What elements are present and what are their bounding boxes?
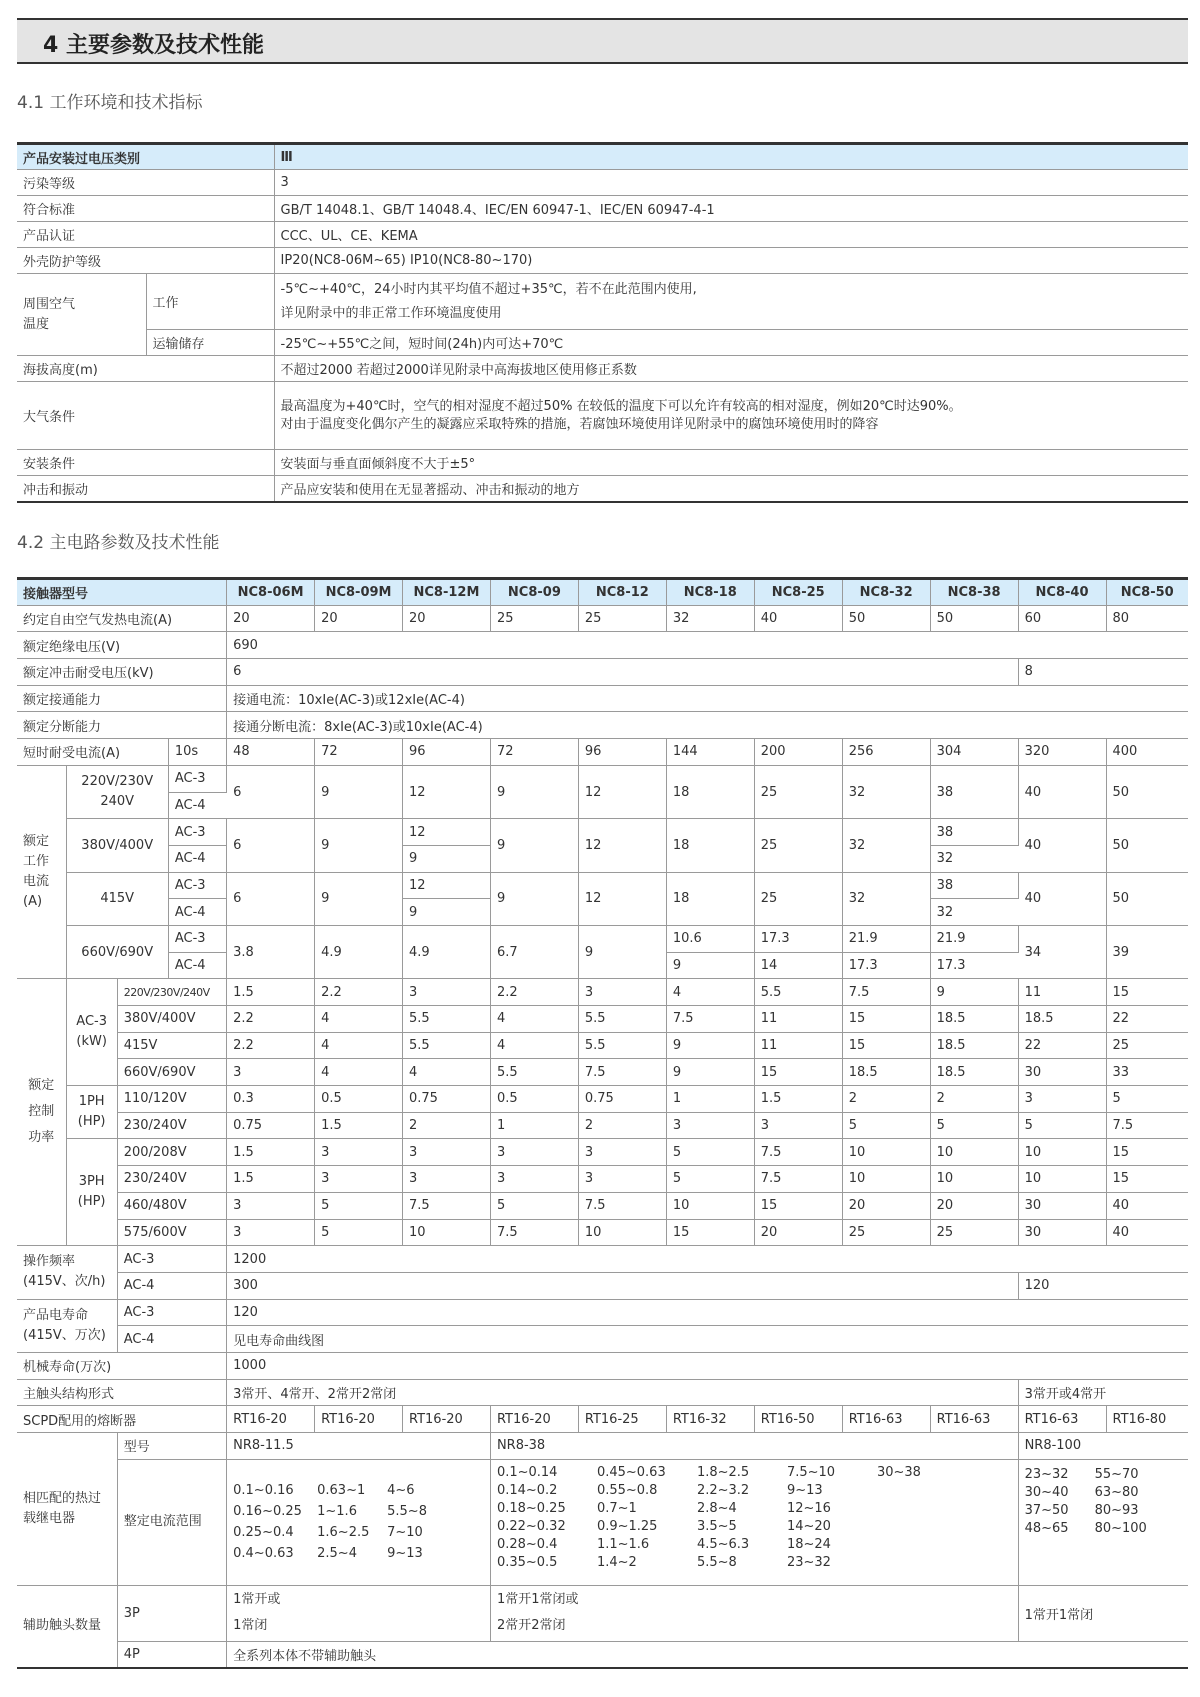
table-row: 660V/690V AC-3 3.8 4.9 4.9 6.7 9 10.6 17.3 21.9 21.9 34 39 — [17, 925, 1188, 952]
main-circuit-table-body — [17, 579, 1188, 1668]
table-row: 约定自由空气发热电流(A) 20 20 20 25 25 32 40 50 50 60 80 — [17, 605, 1188, 632]
main-circuit-table — [17, 577, 1188, 1669]
table-row: 产品安装过电压类别 Ⅲ — [17, 144, 1188, 170]
table-row: 短时耐受电流(A) 10s 48 72 96 72 96 144 200 256 304 320 400 — [17, 739, 1188, 766]
table-row: 冲击和振动 产品应安装和使用在无显著摇动、冲击和振动的地方 — [17, 476, 1188, 502]
section-header — [17, 18, 1188, 64]
section-title: 4 主要参数及技术性能 — [43, 33, 264, 58]
table-row: 3PH (HP) 200/208V 1.5 3 3 3 3 5 7.5 10 10 10 15 — [17, 1139, 1188, 1166]
table-row: AC-4 9 32 — [17, 845, 1188, 872]
table-row: 额定接通能力 接通电流：10xIe(AC-3)或12xIe(AC-4) — [17, 685, 1188, 712]
table-row: 外壳防护等级 IP20(NC8-06M~65) IP10(NC8-80~170) — [17, 248, 1188, 274]
table-row: 相匹配的热过载继电器 型号 NR8-11.5 NR8-38 NR8-100 — [17, 1433, 1188, 1460]
table-row: 接触器型号 NC8-06M NC8-09M NC8-12M NC8-09 NC8-12 NC8-18 NC8-25 NC8-32 NC8-38 NC8-40 NC8-50 — [17, 579, 1188, 606]
environment-table — [17, 142, 1188, 503]
table-row: 额定控制功率 AC-3 (kW) 220V/230V/240V 1.5 2.2 3 2.2 3 4 5.5 7.5 9 11 15 — [17, 979, 1188, 1006]
table-row: 主触头结构形式 3常开、4常开、2常开2常闭 3常开或4常开 — [17, 1379, 1188, 1406]
table-row: AC-4 9 14 17.3 17.3 — [17, 952, 1188, 979]
subsection-title-4-1: 4.1 工作环境和技术指标 — [17, 93, 203, 113]
table-row: 运输储存 -25℃~+55℃之间，短时间(24h)内可达+70℃ — [17, 330, 1188, 356]
table-row: AC-4 — [17, 792, 1188, 819]
table-row: 污染等级 3 — [17, 170, 1188, 196]
table-row: 575/600V 3 5 10 7.5 10 15 20 25 25 30 40 — [17, 1219, 1188, 1246]
table-row: 1PH (HP) 110/120V 0.3 0.5 0.75 0.5 0.75 1 1.5 2 2 3 5 — [17, 1086, 1188, 1113]
table-row: 380V/400V 2.2 4 5.5 4 5.5 7.5 11 15 18.5 18.5 22 — [17, 1006, 1188, 1033]
table-row: 4P 全系列本体不带辅助触头 — [17, 1641, 1188, 1668]
table-row: 额定工作电流(A) 220V/230V 240V AC-3 6 9 12 9 12 18 25 32 38 40 50 — [17, 765, 1188, 792]
table-row: 660V/690V 3 4 4 5.5 7.5 9 15 18.5 18.5 30 33 — [17, 1059, 1188, 1086]
table-row: 415V 2.2 4 5.5 4 5.5 9 11 15 18.5 22 25 — [17, 1032, 1188, 1059]
table-row: 大气条件 最高温度为+40℃时，空气的相对湿度不超过50% 在较低的温度下可以允许有较高的相对湿度，例如20℃时达90%。 对由于温度变化偶尔产生的凝露应采取特殊的措施，若腐蚀环境使用详见附录中的腐蚀环境使用时的降容 — [17, 382, 1188, 450]
table-row: 操作频率 (415V、次/h) AC-3 1200 — [17, 1246, 1188, 1273]
table-row: AC-4 9 32 — [17, 899, 1188, 926]
table-row: 460/480V 3 5 7.5 5 7.5 10 15 20 20 30 40 — [17, 1192, 1188, 1219]
table-row: 周围空气温度 工作 -5℃~+40℃，24小时内其平均值不超过+35℃，若不在此范围内使用, 详见附录中的非正常工作环境温度使用 — [17, 274, 1188, 330]
table-row: 380V/400V AC-3 6 9 12 9 12 18 25 32 38 40 50 — [17, 819, 1188, 846]
table-row: 230/240V 0.75 1.5 2 1 2 3 3 5 5 5 7.5 — [17, 1112, 1188, 1139]
subsection-title-4-2: 4.2 主电路参数及技术性能 — [17, 533, 220, 553]
table-row: 安装条件 安装面与垂直面倾斜度不大于±5° — [17, 450, 1188, 476]
table-row: SCPD配用的熔断器 RT16-20 RT16-20 RT16-20 RT16-20 RT16-25 RT16-32 RT16-50 RT16-63 RT16-63 RT16-63 RT16-80 — [17, 1406, 1188, 1433]
table-row: 机械寿命(万次) 1000 — [17, 1352, 1188, 1379]
table-row: AC-4 见电寿命曲线图 — [17, 1326, 1188, 1353]
table-row: 产品电寿命 (415V、万次) AC-3 120 — [17, 1299, 1188, 1326]
table-row: 415V AC-3 6 9 12 9 12 18 25 32 38 40 50 — [17, 872, 1188, 899]
table-row: 整定电流范围 0.1~0.16 0.63~1 4~6 0.16~0.25 1~1.6 5.5~8 0.25~0.4 1.6~2.5 7~10 0.4~0.63 2.5~4 9~13 0.1~0.14 0.45~0.63 1.8~2.5 7.5~10 30~38 0.14~0.2 0.55~0.8 2.2~3.2 9~13 0.18~0.25 0.7~1 2.8~4 12~16 0.22~0.32 0.9~1.25 3.5~5 14~20 0.28~0.4 1.1~1.6 4.5~6.3 18~24 0.35~0.5 1.4~2 5.5~8 23~32 23~32 55~70 30~40 63~80 37~50 80~93 48~65 80~100 — [17, 1459, 1188, 1585]
table-row: 符合标准 GB/T 14048.1、GB/T 14048.4、IEC/EN 60947-1、IEC/EN 60947-4-1 — [17, 196, 1188, 222]
table-row: 产品认证 CCC、UL、CE、KEMA — [17, 222, 1188, 248]
table-row: AC-4 300 120 — [17, 1272, 1188, 1299]
table-row: 额定分断能力 接通分断电流：8xIe(AC-3)或10xIe(AC-4) — [17, 712, 1188, 739]
table-row: 额定冲击耐受电压(kV) 6 8 — [17, 659, 1188, 686]
table-row: 额定绝缘电压(V) 690 — [17, 632, 1188, 659]
table-row: 230/240V 1.5 3 3 3 3 5 7.5 10 10 10 15 — [17, 1166, 1188, 1193]
table-row: 海拔高度(m) 不超过2000 若超过2000详见附录中高海拔地区使用修正系数 — [17, 356, 1188, 382]
table-row: 辅助触头数量 3P 1常开或 1常闭 1常开1常闭或 2常开2常闭 1常开1常闭 — [17, 1585, 1188, 1641]
